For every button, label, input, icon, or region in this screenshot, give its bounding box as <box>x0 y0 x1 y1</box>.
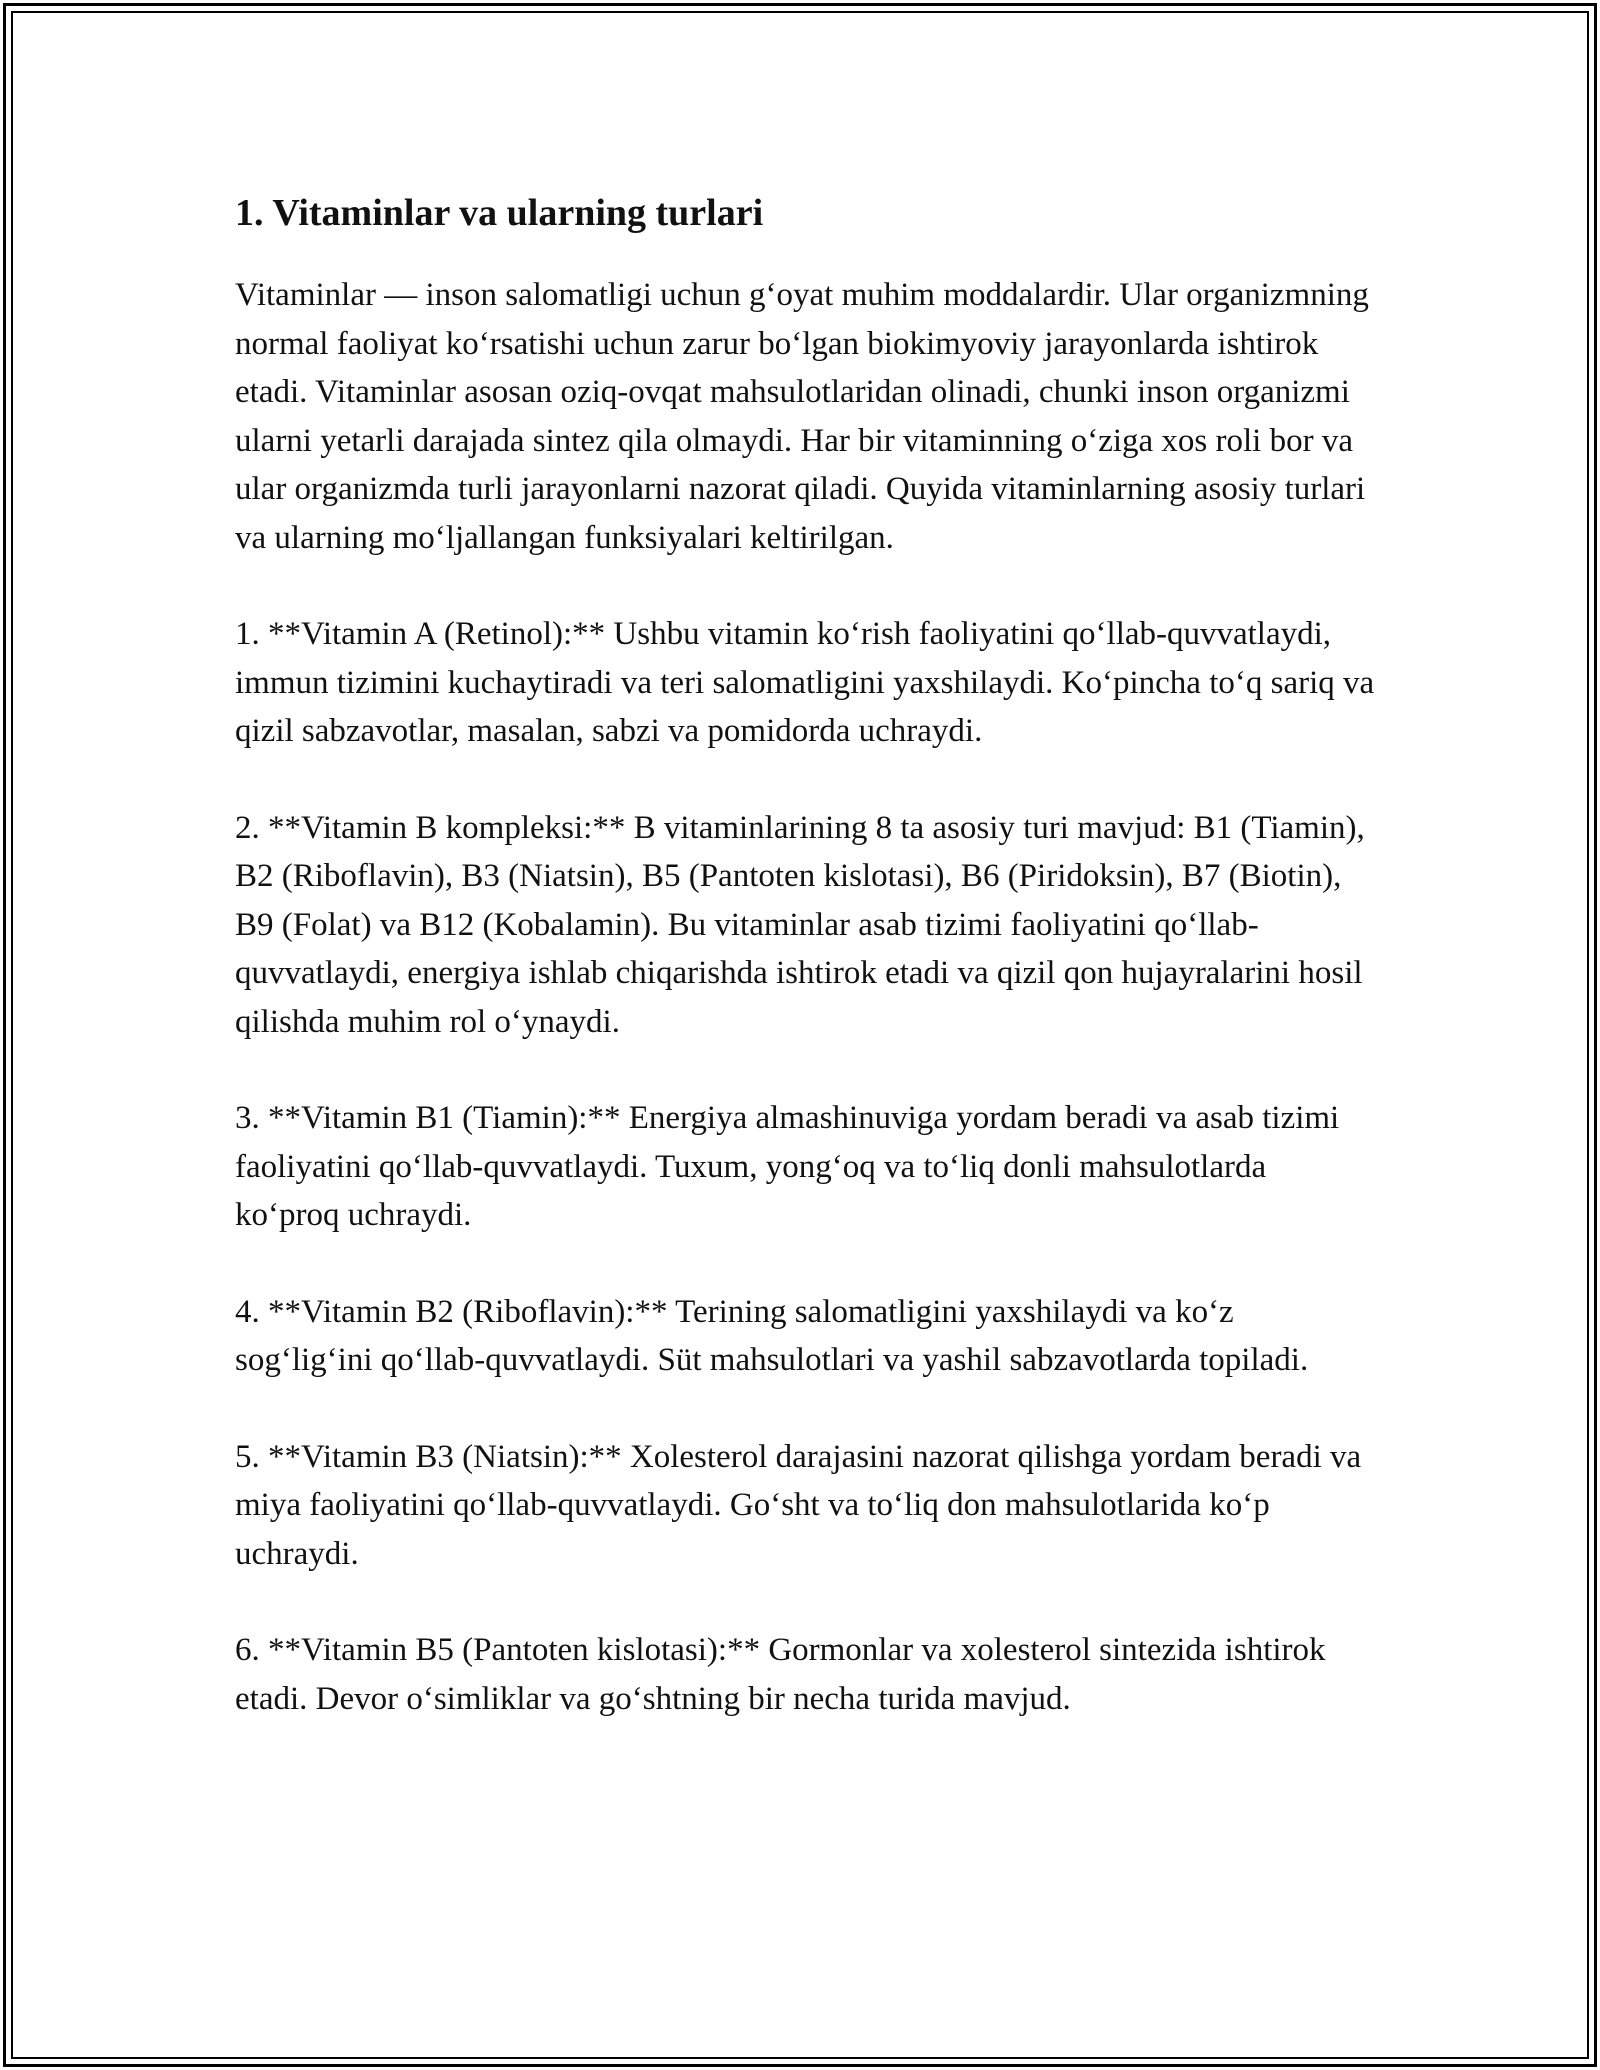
document-body <box>235 185 1375 1771</box>
list-item-vitamin-b-complex: 2. **Vitamin B kompleksi:** B vitaminlarining 8 ta asosiy turi mavjud: B1 (Tiamin), B2 (Riboflavin), B3 (Niatsin), B5 (Pantoten kislotasi), B6 (Piridoksin), B7 (Biotin), B9 (Folat) va B12 (Kobalamin). Bu vitaminlar asab tizimi faoliyatini qo‘llab-quvvatlaydi, energiya ishlab chiqarishda ishtirok etadi va qizil qon hujayralarini hosil qilishda muhim rol o‘ynaydi. <box>235 809 1365 1040</box>
list-item-vitamin-b5: 6. **Vitamin B5 (Pantoten kislotasi):** Gormonlar va xolesterol sintezida ishtirok etadi. Devor o‘simliklar va go‘shtning bir necha turida mavjud. <box>235 1632 1326 1717</box>
intro-paragraph: Vitaminlar — inson salomatligi uchun g‘oyat muhim moddalardir. Ular organizmning normal faoliyat ko‘rsatishi uchun zarur bo‘lgan biokimyoviy jarayonlarda ishtirok etadi. Vitaminlar asosan oziq-ovqat mahsulotlaridan olinadi, chunki inson organizmi ularni yetarli darajada sintez qila olmaydi. Har bir vitaminning o‘ziga xos roli bor va ular organizmda turli jarayonlarni nazorat qiladi. Quyida vitaminlarning asosiy turlari va ularning mo‘ljallangan funksiyalari keltirilgan. <box>235 277 1369 556</box>
document-title: 1. Vitaminlar va ularning turlari <box>235 192 764 234</box>
list-item-vitamin-b3: 5. **Vitamin B3 (Niatsin):** Xolesterol darajasini nazorat qilishga yordam beradi va miya faoliyatini qo‘llab-quvvatlaydi. Go‘sht va to‘liq don mahsulotlarida ko‘p uchraydi. <box>235 1438 1362 1572</box>
list-item-vitamin-b2: 4. **Vitamin B2 (Riboflavin):** Terining salomatligini yaxshilaydi va ko‘z sog‘lig‘ini qo‘llab-quvvatlaydi. Süt mahsulotlari va yashil sabzavotlarda topiladi. <box>235 1293 1309 1378</box>
list-item-vitamin-a: 1. **Vitamin A (Retinol):** Ushbu vitamin ko‘rish faoliyatini qo‘llab-quvvatlaydi, immun tizimini kuchaytiradi va teri salomatligini yaxshilaydi. Ko‘pincha to‘q sariq va qizil sabzavotlar, masalan, sabzi va pomidorda uchraydi. <box>235 616 1375 749</box>
list-item-vitamin-b1: 3. **Vitamin B1 (Tiamin):** Energiya almashinuviga yordam beradi va asab tizimi faoliyatini qo‘llab-quvvatlaydi. Tuxum, yong‘oq va to‘liq donli mahsulotlarda ko‘proq uchraydi. <box>235 1100 1340 1233</box>
